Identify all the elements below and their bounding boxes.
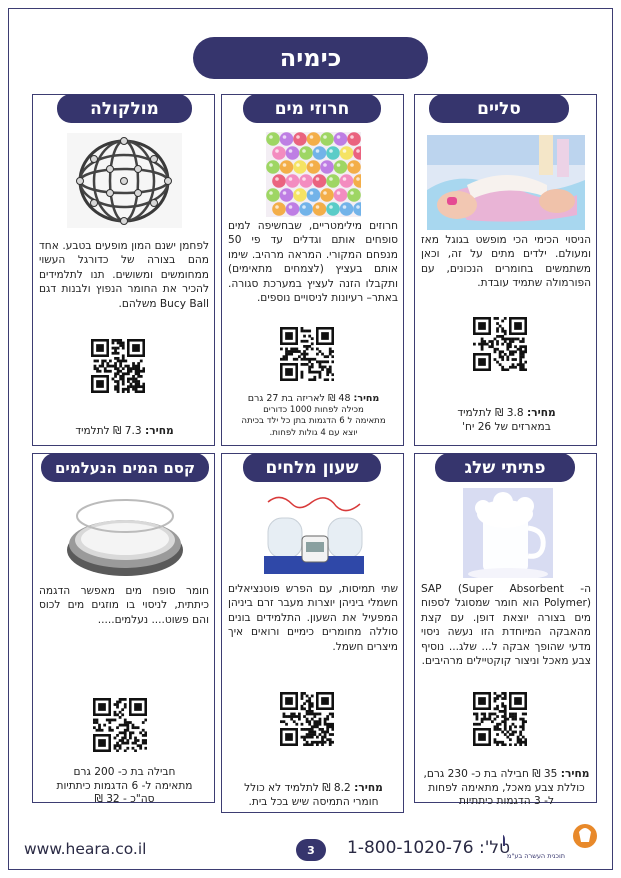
salt-clock-photo — [260, 488, 368, 580]
svg-text:תוכנית העשרה בע"מ: תוכנית העשרה בע"מ — [507, 852, 566, 860]
card-description: שתי תמיסות, עם הפרש פוטנציאלים חשמלי ביניהן יוצרות מעבר זרם ביניהן המפעיל את השעון. התלמידים בונים סוללה מחומרים כימיים ורואים איך מיצרים חשמל. — [228, 583, 398, 653]
price-label: מחיר: — [353, 393, 380, 404]
website-link[interactable]: www.heara.co.il — [24, 840, 147, 858]
card-description: לפחמן ישנם המון מופעים בטבע. אחד מהם בצורה של כדורגל העשוי ממחומשים ומשושים. תנו לתלמידים להכיר את החומר הנפוץ ולבנות דגם Bucy Ball משלהם. — [39, 240, 209, 310]
qr-code-icon — [93, 698, 147, 752]
qr-code-icon — [280, 327, 334, 381]
price-value: 35 ₪ חבילה בת כ- 230 גרם, — [423, 768, 558, 780]
card-price — [36, 766, 213, 807]
card-title: סליים — [429, 94, 569, 123]
price-note: כוללת צבע מאכל, מתאימה לפחות — [428, 781, 585, 794]
card-price — [419, 407, 594, 434]
card-disappearing-water — [32, 453, 215, 803]
card-title: פתיתי שלג — [435, 453, 575, 482]
card-title: חרוזי מים — [243, 94, 381, 123]
price-note: ל- 3 הדגמות כיתתיות — [459, 795, 554, 807]
slime-photo — [427, 135, 585, 230]
page-number: 3 — [296, 839, 326, 861]
price-label: מחיר: — [526, 407, 556, 419]
qr-code-icon — [91, 339, 145, 393]
card-snowflakes — [414, 453, 597, 807]
price-note: חומרי התמיסה שיש בכל בית. — [248, 795, 379, 808]
price-note: במארזים של 26 יח' — [462, 420, 551, 433]
card-molecule — [32, 94, 215, 446]
price-note: סה"כ - 32 ₪ — [94, 793, 155, 805]
price-label: מחיר: — [354, 782, 383, 794]
card-price — [37, 425, 212, 439]
price-label: מחיר: — [560, 768, 590, 780]
price-value: 8.2 ₪ לתלמיד לא כולל — [244, 782, 351, 794]
snowflakes-photo — [463, 488, 553, 578]
qr-code-icon — [473, 317, 527, 371]
phone-number: טל': 1-800-1020-76 — [347, 838, 511, 858]
card-description: חרוזים מילימטריים, שבחשיפה למים סופחים אותם וגדלים עד פי 50 מנפחם המקורי. המראה מרהיב. שימו אותם בעציץ (לצמחים מתאימים) ותקבלו הזנה לעציץ במערכת סגורה. באתר– רעיונות לניסויים נוספים. — [228, 220, 398, 305]
disappearing-water-photo — [63, 486, 188, 581]
qr-code-icon — [280, 692, 334, 746]
card-slime — [414, 94, 597, 446]
price-value: 48 ₪ לאריזה בת 27 גרם — [247, 393, 351, 404]
svg-text:הרא — [503, 827, 507, 852]
card-title: מולקולה — [57, 94, 192, 123]
price-note: מתאימה ל 6 הדגמות בתן כל ילד בכיתה — [241, 416, 386, 426]
card-description: ה- SAP (Super Absorbent Polymer) הוא חומר שמסוגל לספוח מים בצורה יוצאת דופן. עם קצת מהאבקה המיוחדת הזו נעשה ניסוי מדעי שהופך אבקה ל... שלג... נוסיף צבע מאכל וניצור קוקטיילים מרהיבים. — [421, 583, 591, 668]
price-note: מתאימה ל- 6 הדגמות כיתתיות — [56, 779, 193, 792]
page-title: כימיה — [193, 37, 428, 79]
price-note: מכילה לפחות 1000 כדורים — [263, 404, 364, 415]
heara-logo — [503, 820, 597, 864]
card-salt-clock — [221, 453, 404, 813]
card-price — [225, 782, 402, 809]
price-value: 7.3 ₪ לתלמיד — [75, 425, 142, 437]
card-description: חומר סופח מים מאפשר הדגמה כיתתית, לניסוי בו מוזגים מים לכוס והם פשוט.... נעלמים..... — [39, 585, 209, 626]
card-water-beads — [221, 94, 404, 446]
price-value: 3.8 ₪ לתלמיד — [457, 407, 524, 419]
card-title: שעון מלחים — [243, 453, 381, 482]
price-value: חבילה בת כ- 200 גרם — [73, 766, 176, 778]
card-description: הניסוי הכימי הכי מופשט בגוגל מאז ומעולם. ילדים מתים על זה, וכאן משתמשים בחומרים הנכונים, עם הפורמולה שתמיד עובדת. — [421, 234, 591, 290]
water-beads-photo — [266, 132, 361, 217]
molecule-photo — [67, 133, 182, 228]
price-label: מחיר: — [144, 425, 174, 437]
card-price — [225, 393, 402, 439]
qr-code-icon — [473, 692, 527, 746]
card-title: קסם המים הנעלמים — [41, 453, 209, 482]
card-price — [418, 768, 595, 809]
price-note: יוצא עם 4 גולות לפחות. — [269, 427, 358, 438]
